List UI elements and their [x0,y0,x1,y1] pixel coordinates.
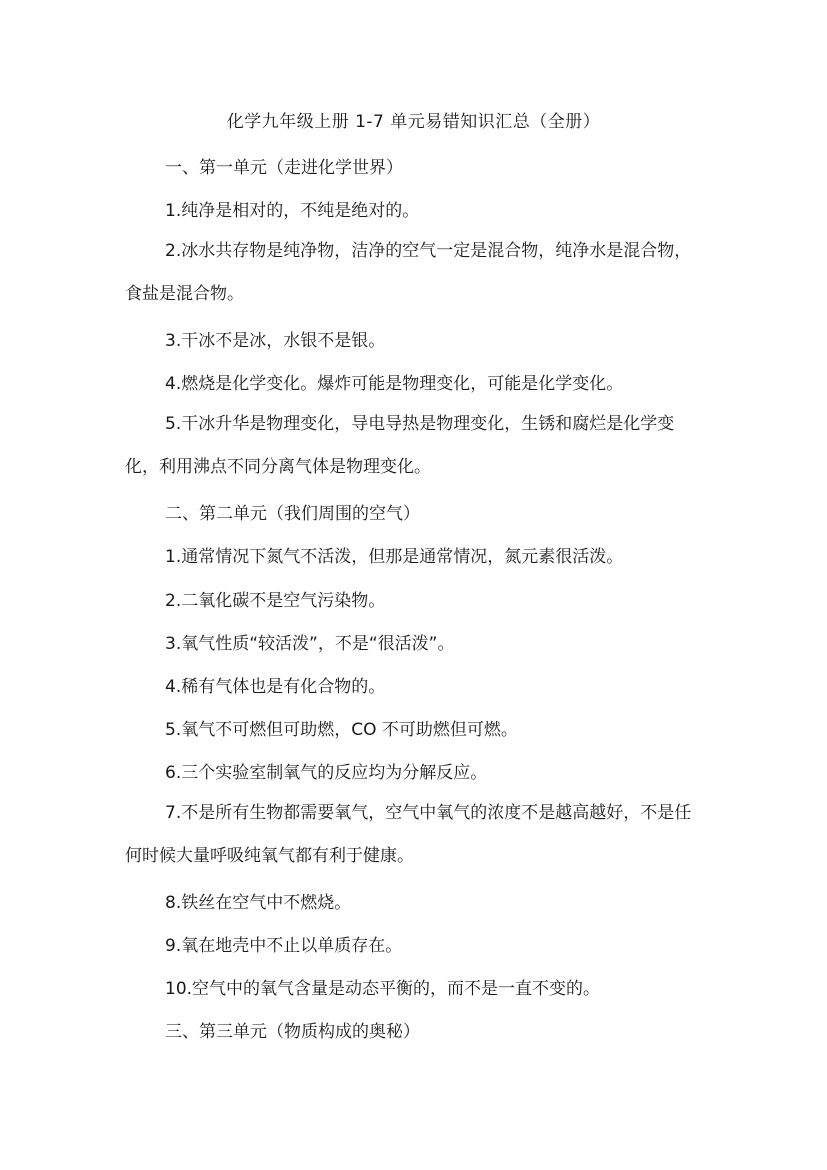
list-item: 1.通常情况下氮气不活泼，但那是通常情况，氮元素很活泼。 [165,547,624,567]
section-heading: 二、第二单元（我们周围的空气） [165,504,420,524]
list-item: 4.燃烧是化学变化。爆炸可能是物理变化，可能是化学变化。 [165,374,624,394]
list-item: 5.干冰升华是物理变化，导电导热是物理变化，生锈和腐烂是化学变化，利用沸点不同分离气体是物理变化。 [125,414,675,477]
list-item: 1.纯净是相对的，不纯是绝对的。 [165,201,420,221]
page-title: 化学九年级上册 1-7 单元易错知识汇总（全册） [226,112,601,132]
list-item: 5.氧气不可燃但可助燃，CO 不可助燃但可燃。 [165,720,518,740]
list-item: 7.不是所有生物都需要氧气，空气中氧气的浓度不是越高越好，不是任何时候大量呼吸纯氧气都有利于健康。 [125,803,692,866]
list-item: 8.铁丝在空气中不燃烧。 [165,893,352,913]
section-heading: 三、第三单元（物质构成的奥秘） [165,1022,420,1042]
list-item: 2.二氧化碳不是空气污染物。 [165,591,386,611]
list-item: 10.空气中的氧气含量是动态平衡的，而不是一直不变的。 [165,979,601,999]
list-item: 4.稀有气体也是有化合物的。 [165,677,386,697]
section-heading: 一、第一单元（走进化学世界） [165,158,403,178]
list-item: 3.氧气性质“较活泼”，不是“很活泼”。 [165,634,455,654]
list-item: 6.三个实验室制氧气的反应均为分解反应。 [165,763,488,783]
list-item: 2.冰水共存物是纯净物，洁净的空气一定是混合物，纯净水是混合物，食盐是混合物。 [125,241,692,304]
list-item: 9.氧在地壳中不止以单质存在。 [165,936,403,956]
list-item: 3.干冰不是冰，水银不是银。 [165,331,386,351]
